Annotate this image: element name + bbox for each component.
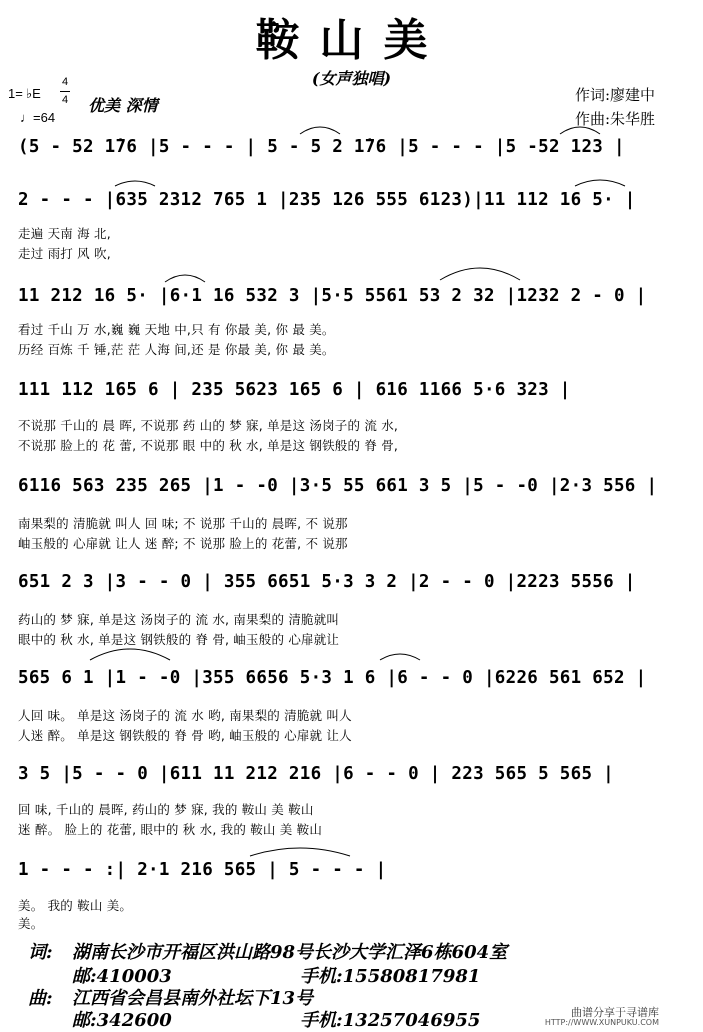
lyricist-postcode: 邮:410003 xyxy=(72,966,172,987)
score-line-9: 1 - - - :| 2·1 216 565 | 5 - - - | xyxy=(18,860,387,880)
lyric-line-9a: 美。 我的 鞍山 美。 xyxy=(18,898,133,913)
lyric-line-3b: 历经 百炼 千 锤,茫 茫 人海 间,还 是 你最 美, 你 最 美。 xyxy=(18,342,335,357)
score-line-4: 111 112 165 6 | 235 5623 165 6 | 616 1166 5·6 323 | xyxy=(18,380,571,400)
lyric-line-8b: 迷 醉。 脸上的 花蕾, 眼中的 秋 水, 我的 鞍山 美 鞍山 xyxy=(18,822,323,837)
time-signature-bottom: 4 xyxy=(62,94,69,106)
key-signature-label: 1= xyxy=(8,86,23,101)
score-line-2: 2 - - - |635 2312 765 1 |235 126 555 6123)|11 112 16 5· | xyxy=(18,190,636,210)
lyric-line-7b: 人迷 醉。 单是这 钢铁般的 脊 骨 哟, 岫玉般的 心扉就 让人 xyxy=(18,728,352,743)
score-line-6: 651 2 3 |3 - - 0 | 355 6651 5·3 3 2 |2 - - 0 |2223 5556 | xyxy=(18,572,636,592)
lyricist-credit: 作词:廖建中 xyxy=(575,86,656,104)
composer-postcode: 邮:342600 xyxy=(72,1010,172,1031)
watermark-text: 曲谱分享于寻谱库 xyxy=(571,1006,659,1019)
slur-arc xyxy=(560,127,600,134)
song-subtitle: (女声独唱) xyxy=(311,69,392,88)
lyric-line-2a: 走遍 天南 海 北, xyxy=(18,226,111,241)
score-line-5: 6116 563 235 265 |1 - -0 |3·5 55 661 3 5 |5 - -0 |2·3 556 | xyxy=(18,476,658,496)
lyric-line-4a: 不说那 千山的 晨 晖, 不说那 药 山的 梦 寐, 单是这 汤岗子的 流 水, xyxy=(18,418,399,433)
performance-style: 优美 深情 xyxy=(88,96,158,115)
slur-arc xyxy=(90,649,170,660)
slur-arc xyxy=(165,275,205,282)
lyric-line-2b: 走过 雨打 风 吹, xyxy=(18,246,111,261)
watermark-url: HTTP://WWW.XUNPUKU.COM xyxy=(544,1018,659,1027)
tempo-marking: ♩=64 xyxy=(20,110,56,125)
slur-arc xyxy=(300,127,340,134)
lyricist-contact-label: 词: xyxy=(28,942,53,963)
lyric-line-6a: 药山的 梦 寐, 单是这 汤岗子的 流 水, 南果梨的 清脆就叫 xyxy=(18,612,340,627)
slur-arc xyxy=(380,654,420,660)
lyric-line-7a: 人回 味。 单是这 汤岗子的 流 水 哟, 南果梨的 清脆就 叫人 xyxy=(18,708,352,723)
lyric-line-6b: 眼中的 秋 水, 单是这 钢铁般的 脊 骨, 岫玉般的 心扉就让 xyxy=(18,632,340,647)
time-signature-top: 4 xyxy=(62,76,69,88)
slur-arc xyxy=(115,181,155,186)
lyric-line-4b: 不说那 脸上的 花 蕾, 不说那 眼 中的 秋 水, 单是这 钢铁般的 脊 骨, xyxy=(18,438,399,453)
score-line-3: 11 212 16 5· |6·1 16 532 3 |5·5 5561 53 2 32 |1232 2 - 0 | xyxy=(18,286,647,306)
composer-contact-label: 曲: xyxy=(28,988,53,1009)
lyric-line-9b: 美。 xyxy=(18,916,44,931)
lyricist-phone: 手机:15580817981 xyxy=(300,966,481,987)
score-line-8: 3 5 |5 - - 0 |611 11 212 216 |6 - - 0 | 223 565 5 565 | xyxy=(18,764,614,784)
lyric-line-8a: 回 味, 千山的 晨晖, 药山的 梦 寐, 我的 鞍山 美 鞍山 xyxy=(18,802,314,817)
lyric-line-5b: 岫玉般的 心扉就 让人 迷 醉; 不 说那 脸上的 花蕾, 不 说那 xyxy=(18,536,348,551)
lyric-line-3a: 看过 千山 万 水,巍 巍 天地 中,只 有 你最 美, 你 最 美。 xyxy=(18,322,335,337)
score-line-7: 565 6 1 |1 - -0 |355 6656 5·3 1 6 |6 - - 0 |6226 561 652 | xyxy=(18,668,647,688)
composer-address: 江西省会昌县南外社坛下13号 xyxy=(72,988,314,1009)
lyric-line-5a: 南果梨的 清脆就 叫人 回 味; 不 说那 千山的 晨晖, 不 说那 xyxy=(18,516,348,531)
composer-phone: 手机:13257046955 xyxy=(300,1010,481,1031)
score-line-1: (5 - 52 1̇76 |5 - - - | 5 - 5 2 1̇76 |5 - - - |5 -52 123 | xyxy=(18,137,625,157)
slur-arc xyxy=(440,268,520,280)
lyricist-address: 湖南长沙市开福区洪山路98号长沙大学汇泽6栋604室 xyxy=(72,942,508,963)
slur-arc xyxy=(575,180,625,186)
song-title: 鞍山美 xyxy=(255,15,448,66)
slur-arc xyxy=(250,848,350,856)
key-flat-e: ♭E xyxy=(26,86,41,101)
composer-credit: 作曲:朱华胜 xyxy=(575,110,656,128)
